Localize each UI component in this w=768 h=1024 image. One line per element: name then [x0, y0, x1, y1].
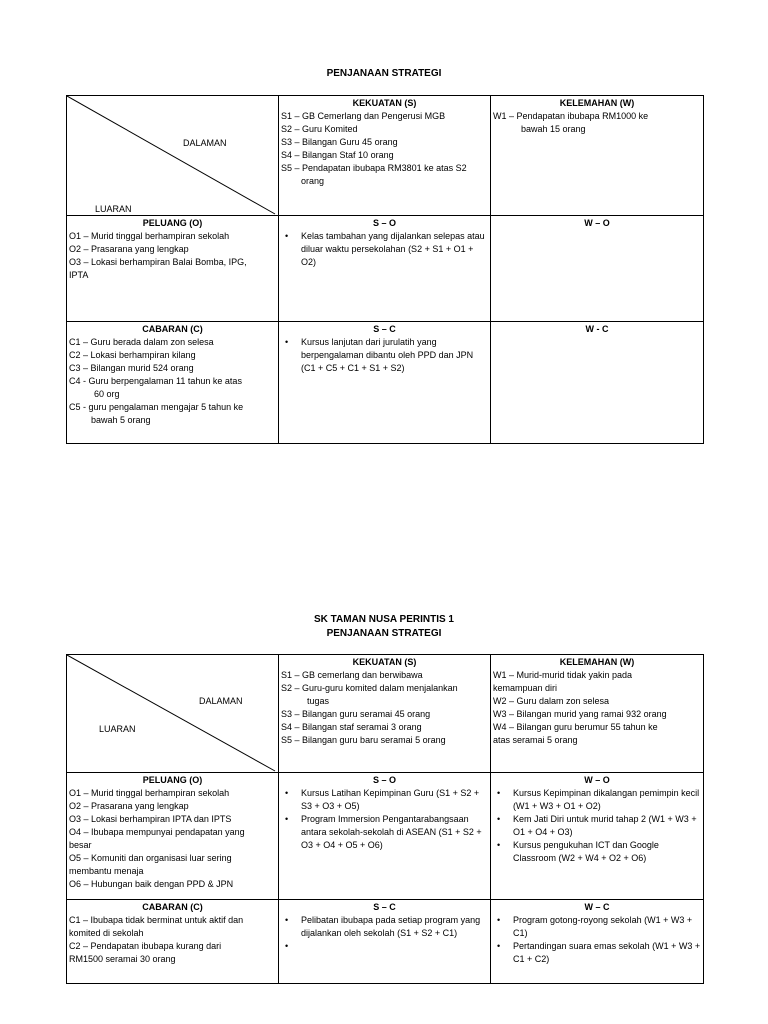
cabaran-header: CABARAN (C): [142, 902, 203, 912]
kekuatan-item: S3 – Bilangan guru seramai 45 orang: [281, 709, 431, 719]
matrix-corner-cell: [67, 655, 279, 773]
kekuatan-item: S2 – Guru Komited: [281, 124, 358, 134]
kelemahan-item-cont: bawah 15 orang: [521, 124, 586, 134]
cabaran-item-cont: bawah 5 orang: [91, 415, 151, 425]
peluang-item: O6 – Hubungan baik dengan PPD & JPN: [69, 879, 234, 889]
cabaran-item: C4 - Guru berpengalaman 11 tahun ke atas: [69, 376, 242, 386]
kekuatan-item-cont: tugas: [307, 696, 330, 706]
kelemahan-item: W3 – Bilangan murid yang ramai 932 orang: [493, 709, 667, 719]
cabaran-item: C2 – Pendapatan ibubapa kurang dari: [69, 941, 222, 951]
wc-cell: [491, 322, 704, 444]
sc-header: S – C: [373, 324, 396, 334]
sc-cell: [279, 322, 491, 444]
so-strategy: • Kursus Latihan Kepimpinan Guru (S1 + S2 + S3 + O3 + O5): [301, 787, 488, 813]
kelemahan-cell: [491, 96, 704, 216]
sc-strategy: • Pelibatan ibubapa pada setiap program yang dijalankan oleh sekolah (S1 + S2 + C1): [301, 914, 488, 940]
cabaran-item: C3 – Bilangan murid 524 orang: [69, 363, 194, 373]
peluang-item: O4 – Ibubapa mempunyai pendapatan yang: [69, 827, 245, 837]
kekuatan-item: S5 – Bilangan guru baru seramai 5 orang: [281, 735, 446, 745]
wo-header: W – O: [584, 775, 610, 785]
cabaran-header: CABARAN (C): [142, 324, 203, 334]
kekuatan-header: KEKUATAN (S): [352, 657, 417, 667]
kekuatan-item-cont: orang: [301, 176, 325, 186]
kekuatan-item: S4 – Bilangan staf seramai 3 orang: [281, 722, 422, 732]
luaran-label: LUARAN: [99, 724, 136, 734]
kekuatan-item: S5 – Pendapatan ibubapa RM3801 ke atas S2: [281, 163, 467, 173]
sc-cell: [279, 900, 491, 984]
matrix-corner-cell: [67, 96, 279, 216]
wc-header: W - C: [585, 324, 609, 334]
kelemahan-item: W1 – Murid-murid tidak yakin pada: [493, 670, 633, 680]
kekuatan-header: KEKUATAN (S): [352, 98, 417, 108]
sc-header: S – C: [373, 902, 396, 912]
kekuatan-cell: [279, 655, 491, 773]
cabaran-item: C1 – Ibubapa tidak berminat untuk aktif dan: [69, 915, 244, 925]
kekuatan-item: S1 – GB Cemerlang dan Pengerusi MGB: [281, 111, 446, 121]
wc-strategy: • Pertandingan suara emas sekolah (W1 + W3 + C1 + C2): [513, 940, 701, 966]
peluang-item: O2 – Prasarana yang lengkap: [69, 801, 189, 811]
cabaran-item: C1 – Guru berada dalam zon selesa: [69, 337, 214, 347]
kelemahan-item-cont: atas seramai 5 orang: [493, 735, 578, 745]
kelemahan-item-cont: kemampuan diri: [493, 683, 558, 693]
swot-matrix-2: [66, 654, 704, 984]
dalaman-label: DALAMAN: [199, 696, 243, 706]
wc-header: W – C: [584, 902, 610, 912]
kekuatan-item: S3 – Bilangan Guru 45 orang: [281, 137, 398, 147]
dalaman-label: DALAMAN: [183, 138, 227, 148]
peluang-item: O1 – Murid tinggal berhampiran sekolah: [69, 231, 230, 241]
cabaran-cell: [67, 322, 279, 444]
wo-cell: [491, 216, 704, 322]
kelemahan-item: W4 – Bilangan guru berumur 55 tahun ke: [493, 722, 658, 732]
kekuatan-item: S2 – Guru-guru komited dalam menjalankan: [281, 683, 458, 693]
school-name: SK TAMAN NUSA PERINTIS 1: [313, 614, 454, 625]
kelemahan-item: W1 – Pendapatan ibubapa RM1000 ke: [493, 111, 649, 121]
cabaran-item-cont: 60 org: [94, 389, 120, 399]
kekuatan-item: S1 – GB cemerlang dan berwibawa: [281, 670, 423, 680]
cabaran-item: C2 – Lokasi berhampiran kilang: [69, 350, 196, 360]
peluang-item-cont: IPTA: [69, 270, 89, 280]
kelemahan-header: KELEMAHAN (W): [559, 98, 635, 108]
swot-matrix-1: [66, 95, 704, 444]
peluang-item: O5 – Komuniti dan organisasi luar sering: [69, 853, 232, 863]
page-title: PENJANAAN STRATEGI: [326, 628, 442, 639]
wo-strategy: • Kursus Kepimpinan dikalangan pemimpin kecil (W1 + W3 + O1 + O2): [513, 787, 701, 813]
peluang-cell: [67, 216, 279, 322]
wc-cell: [491, 900, 704, 984]
cabaran-item-cont: RM1500 seramai 30 orang: [69, 954, 176, 964]
sc-strategy: • Kursus lanjutan dari jurulatih yang berpengalaman dibantu oleh PPD dan JPN (C1 + C5 + C1 + S1 + S2): [301, 336, 488, 375]
cabaran-item-cont: komited di sekolah: [69, 928, 144, 938]
peluang-item: O3 – Lokasi berhampiran Balai Bomba, IPG,: [69, 257, 247, 267]
peluang-item: O2 – Prasarana yang lengkap: [69, 244, 189, 254]
luaran-label: LUARAN: [95, 204, 132, 214]
diagonal-divider: [67, 655, 279, 773]
peluang-header: PELUANG (O): [142, 775, 203, 785]
so-header: S – O: [372, 218, 396, 228]
so-cell: [279, 216, 491, 322]
wo-strategy: • Kem Jati Diri untuk murid tahap 2 (W1 + W3 + O1 + O4 + O3): [513, 813, 701, 839]
peluang-header: PELUANG (O): [142, 218, 203, 228]
kelemahan-cell: [491, 655, 704, 773]
wo-strategy: • Kursus pengukuhan ICT dan Google Classroom (W2 + W4 + O2 + O6): [513, 839, 701, 865]
peluang-item-cont: besar: [69, 840, 92, 850]
kekuatan-item: S4 – Bilangan Staf 10 orang: [281, 150, 394, 160]
peluang-item: O1 – Murid tinggal berhampiran sekolah: [69, 788, 230, 798]
kelemahan-header: KELEMAHAN (W): [559, 657, 635, 667]
so-strategy: • Kelas tambahan yang dijalankan selepas atau diluar waktu persekolahan (S2 + S1 + O1 + O2): [301, 230, 488, 269]
wo-cell: [491, 773, 704, 900]
kelemahan-item: W2 – Guru dalam zon selesa: [493, 696, 610, 706]
peluang-item: O3 – Lokasi berhampiran IPTA dan IPTS: [69, 814, 232, 824]
kekuatan-cell: [279, 96, 491, 216]
so-cell: [279, 773, 491, 900]
diagonal-divider: [67, 96, 279, 216]
cabaran-cell: [67, 900, 279, 984]
peluang-cell: [67, 773, 279, 900]
so-header: S – O: [372, 775, 396, 785]
wc-strategy: • Program gotong-royong sekolah (W1 + W3 + C1): [513, 914, 701, 940]
so-strategy: • Program Immersion Pengantarabangsaan antara sekolah-sekolah di ASEAN (S1 + S2 + O3 + O4 + O5 + O6): [301, 813, 488, 852]
peluang-item-cont: membantu menaja: [69, 866, 144, 876]
page-title: PENJANAAN STRATEGI: [326, 68, 442, 79]
cabaran-item: C5 - guru pengalaman mengajar 5 tahun ke: [69, 402, 244, 412]
wo-header: W – O: [584, 218, 610, 228]
